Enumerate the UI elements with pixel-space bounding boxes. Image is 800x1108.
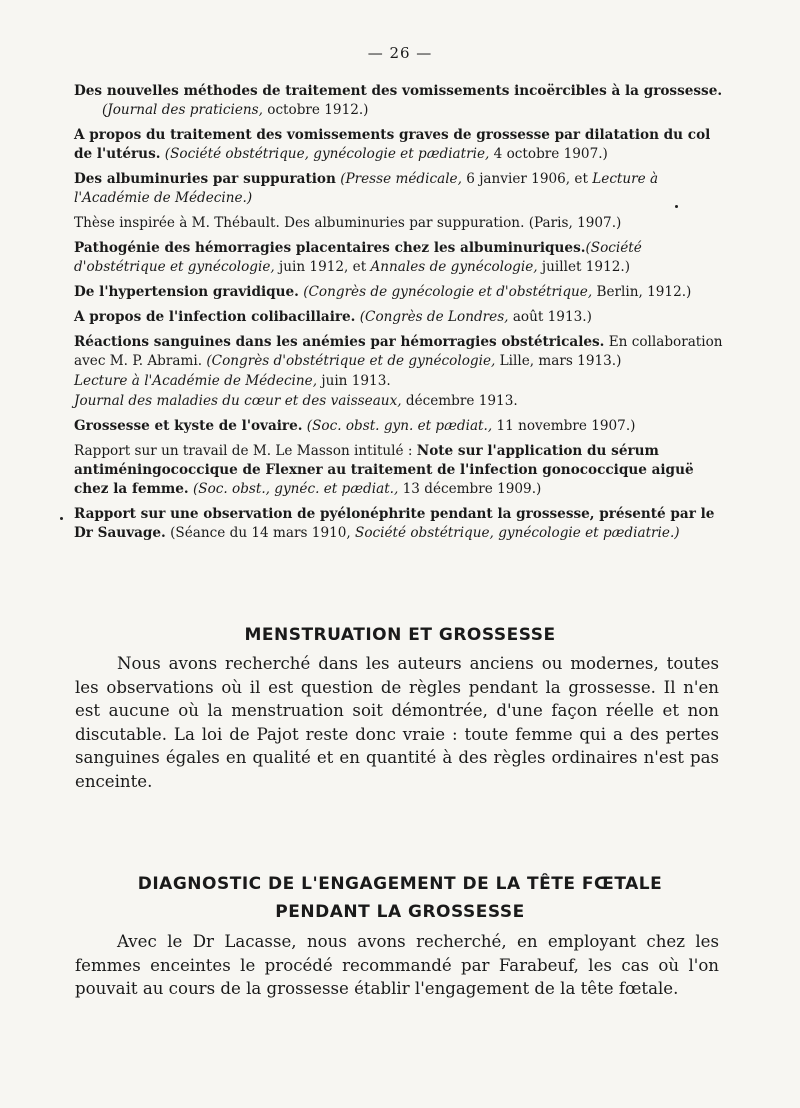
section-heading-menstruation: MENSTRUATION ET GROSSESSE (244, 625, 556, 645)
reference-item: Rapport sur un travail de M. Le Masson intitulé : Note sur l'application du sérum antiméningococcique de Flexner au traitement de l'infection gonococcique aiguë chez la femme. (Soc. obst., gynéc. et pædiat., 13 décembre 1909.) (74, 443, 694, 497)
reference-item: Rapport sur une observation de pyélonéphrite pendant la grossesse, présenté par le Dr Sauvage. (Séance du 14 mars 1910, Société obstétrique, gynécologie et pædiatrie.) (74, 506, 715, 541)
reference-item: Grossesse et kyste de l'ovaire. (Soc. obst. gyn. et pædiat., 11 novembre 1907.) (74, 418, 636, 434)
reference-item: Des albuminuries par suppuration (Presse médicale, 6 janvier 1906, et Lecture à l'Académie de Médecine.) (74, 171, 659, 206)
ink-speck (60, 517, 63, 520)
reference-item: Réactions sanguines dans les anémies par hémorragies obstétricales. En collaboration avec M. P. Abrami. (Congrès d'obstétrique et de gynécologie, Lille, mars 1913.) (74, 334, 723, 369)
reference-item: A propos de l'infection colibacillaire. (Congrès de Londres, août 1913.) (74, 309, 592, 325)
reference-item: Pathogénie des hémorragies placentaires chez les albuminuriques.(Société d'obstétrique et gynécologie, juin 1912, et Annales de gynécologie, juillet 1912.) (74, 240, 642, 275)
reference-item: Lecture à l'Académie de Médecine, juin 1913. (74, 373, 391, 389)
paragraph-menstruation: Nous avons recherché dans les auteurs anciens ou modernes, toutes les observations où il est question de règles pendant la grossesse. Il n'en est aucune où la menstruation soit démontrée, d'une façon réelle et non discutable. La loi de Pajot reste donc vraie : toute femme qui a des pertes sanguines égales en qualité et en quantité à des règles ordinaires n'est pas enceinte. (75, 654, 719, 791)
page-number: — 26 — (367, 44, 433, 62)
section-heading-diagnostic-line2: PENDANT LA GROSSESSE (275, 902, 525, 922)
reference-list (74, 82, 724, 549)
paragraph-diagnostic: Avec le Dr Lacasse, nous avons recherché, en employant chez les femmes enceintes le procédé recommandé par Farabeuf, les cas où l'on pouvait au cours de la grossesse établir l'engagement de la tête fœtale. (75, 932, 719, 998)
section-heading-diagnostic-line1: DIAGNOSTIC DE L'ENGAGEMENT DE LA TÊTE FŒTALE (137, 874, 663, 894)
reference-item: Journal des maladies du cœur et des vaisseaux, décembre 1913. (74, 393, 518, 409)
ink-speck (675, 205, 678, 208)
reference-item: De l'hypertension gravidique. (Congrès de gynécologie et d'obstétrique, Berlin, 1912.) (74, 284, 692, 300)
reference-item: A propos du traitement des vomissements graves de grossesse par dilatation du col de l'utérus. (Société obstétrique, gynécologie et pædiatrie, 4 octobre 1907.) (74, 127, 711, 162)
reference-item: Thèse inspirée à M. Thébault. Des albuminuries par suppuration. (Paris, 1907.) (74, 215, 622, 231)
reference-item: Des nouvelles méthodes de traitement des vomissements incoërcibles à la grossesse. (Journal des praticiens, octobre 1912.) (74, 83, 723, 118)
